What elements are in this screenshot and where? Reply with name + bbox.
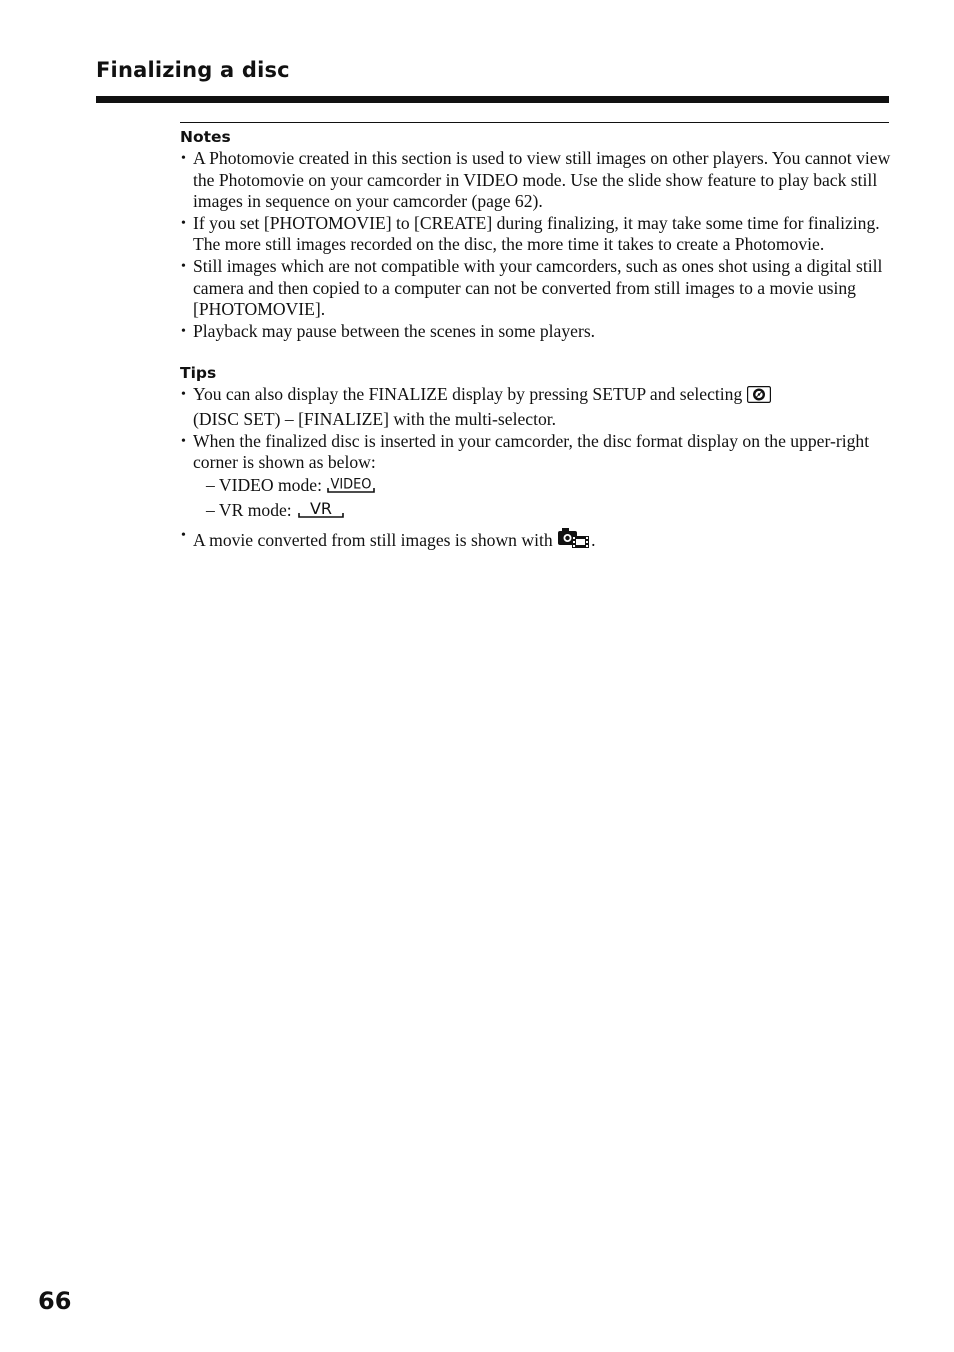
tips-heading: Tips [180,364,217,383]
note-text: Still images which are not compatible with your camcorders, such as ones shot using a digital still camera and then copied to a computer can not be converted from still images to a movie using [PHOTOMOVIE]. [193,255,883,320]
video-mode-label: – VIDEO mode: [206,474,322,495]
note-text: A Photomovie created in this section is used to view still images on other players. You cannot view the Photomovie on your camcorder in VIDEO mode. Use the slide show feature to play back still images in sequence on your camcorder (page 62). [193,148,891,212]
bullet: • [181,387,186,403]
vr-mode-label: – VR mode: [206,500,292,521]
list-item [180,321,892,343]
bullet: • [181,215,186,231]
bullet: • [181,433,186,449]
tip-text: You can also display the FINALIZE display by pressing SETUP and selecting [193,384,743,405]
notes-rule [180,122,889,123]
bullet: • [181,323,186,339]
tips-list [180,384,892,554]
title-rule [96,96,889,103]
bullet: • [181,151,186,166]
list-item [180,256,892,321]
bullet: • [181,258,186,274]
tip-text: When the finalized disc is inserted in your camcorder, the disc format display on the upper-right corner is shown as below: [193,430,870,473]
main-content [180,124,892,555]
list-item [180,525,892,555]
list-item [180,384,892,430]
section-title: Finalizing a disc [96,58,290,82]
vr-mode-line [180,499,892,525]
notes-list [180,148,892,342]
vr-mode-icon [296,499,346,525]
photomovie-icon [557,525,591,555]
video-mode-line [180,474,892,500]
notes-heading: Notes [180,128,231,146]
tip-text: A movie converted from still images is shown with [193,529,553,550]
page-number: 66 [38,1287,72,1315]
tip-text: (DISC SET) – [FINALIZE] with the multi-selector. [193,408,557,429]
video-mode-icon-text: VIDEO [330,476,372,493]
disc-set-icon [747,386,771,409]
tip-text-end: . [591,529,596,550]
list-item [180,148,892,213]
note-text: If you set [PHOTOMOVIE] to [CREATE] during finalizing, it may take some time for finalizing. The more still images recorded on the disc, the more time it takes to create a Photomovie. [193,212,880,255]
bullet: • [181,527,186,543]
note-text: Playback may pause between the scenes in some players. [193,320,596,341]
video-mode-icon [326,474,376,500]
list-item [180,431,892,474]
vr-mode-icon-text: VR [310,499,333,519]
list-item [180,213,892,256]
